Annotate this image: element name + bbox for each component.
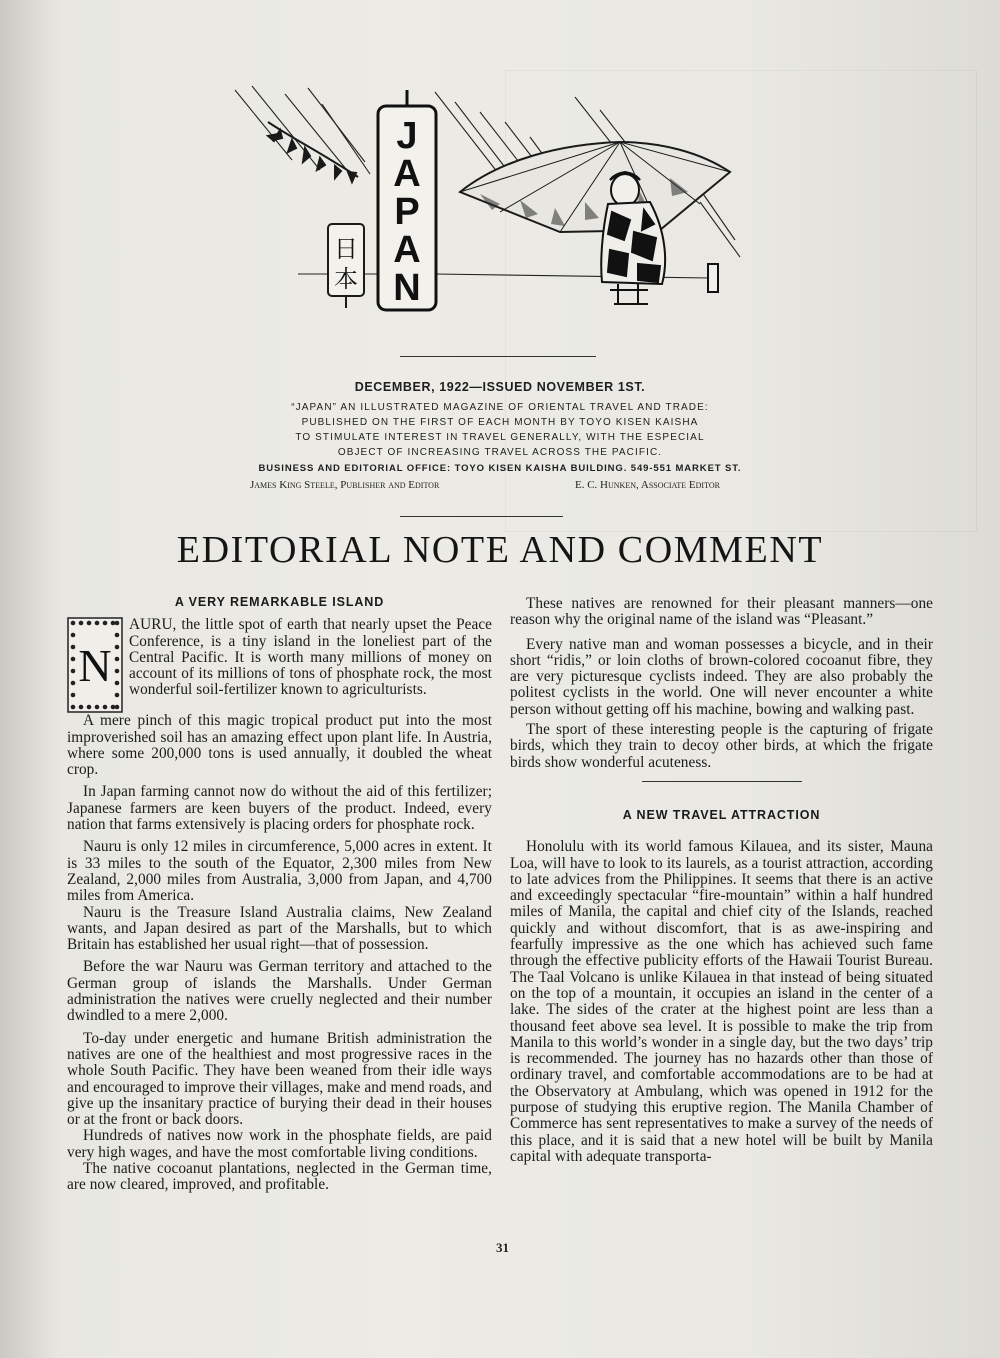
island-paragraph: Before the war Nauru was German territory and attached to the German group of islands the Marshalls. Under German administration the natives were cruelly neglected and their number dwindled to a mere 2,000. [67,958,492,1025]
small-post [708,264,718,292]
page-number: 31 [496,1240,509,1255]
island-paragraph: The native cocoanut plantations, neglected in the German time, are now cleared, improved, and profitable. [67,1160,492,1194]
section-divider [642,781,802,782]
island-paragraph: To-day under energetic and humane British administration the natives are one of the healthiest and most progressive races in the whole South Pacific. They have been weaned from their idle ways and encouraged to improve their villages, make and mend roads, and give up the insanitary practice of burying their dead in their houses or at the front or back doors. [67,1029,492,1129]
page-title: EDITORIAL NOTE AND COMMENT [176,529,824,571]
svg-text:A: A [393,153,421,195]
masthead-line-4: OBJECT OF INCREASING TRAVEL ACROSS THE PACIFIC. [337,447,663,458]
japan-sign-letters [393,115,420,309]
umbrella-icon [460,142,730,232]
natives-paragraph: These natives are renowned for their pleasant manners—one reason why the original name of the island was “Pleasant.” [510,595,933,629]
ornamental-drop-cap [67,617,123,713]
svg-text:N: N [393,267,421,309]
masthead-line-1: “JAPAN” AN ILLUSTRATED MAGAZINE OF ORIENTAL TRAVEL AND TRADE: [291,402,709,413]
island-paragraph: Nauru is only 12 miles in circumference, 5,000 acres in extent. It is 33 miles to the south of the Equator, 2,300 miles from New Zealand, 2,000 miles from Australia, 3,000 from Japan, and 4,700 miles from America. [67,838,492,905]
natives-paragraph: The sport of these interesting people is the capturing of frigate birds, which they train to decoy other birds, at which the frigate birds show wonderful acuteness. [510,721,933,771]
publisher-credit: James King Steele, Publisher and Editor [250,479,440,491]
natives-paragraph: Every native man and woman possesses a bicycle, and in their short “ridis,” or loin cloths of brown-colored cocoanut fibre, they are very picturesque cyclists indeed. They are also probably the politest cyclists in the world. One will never encounter a white person without getting off his machine, bowing and walking past. [510,635,933,718]
branch-icon [268,122,358,182]
travel-paragraph: Honolulu with its world famous Kilauea, and its sister, Mauna Loa, will have to look to its laurels, as a tourist attraction, according to late advices from the Philippines. It seems that there is an active and exceedingly spectacular “fire-mountain” within a half hundred miles of Manila, the capital and chief city of the Islands, reached quickly and without discomfort, that is as awe-inspiring and fearfully impressive as the one which has achieved such fame through the effective publicity efforts of the Hawaii Tourist Bureau. The Taal Volcano is unlike Kilauea in that instead of being situated on the top of a mountain, it occupies an island in the center of a lake. The sides of the crater at the highest point are less than a thousand feet above sea level. It is possible to make the trip from Manila to this world’s wonder in a single day, but the two days’ trip is recommended. The journey has no hazards other than those of ordinary travel, and comfortable accommodations are to be had at the Observatory at Ambulang, which was opened in 1912 for the purpose of studying this eruptive region. The Manila Chamber of Commerce has sent representatives to make a survey of the needs of this place, and it is said that a new hotel will be built by Manila capital with adequate transporta- [510,838,933,1165]
svg-text:P: P [394,191,420,233]
svg-text:A: A [393,229,421,271]
island-paragraph: In Japan farming cannot now do without the aid of this fertilizer; Japanese farmers are keen buyers of the product. Indeed, every nation that farms extensively is placing orders for phosphate rock. [67,783,492,834]
article-heading-island: A VERY REMARKABLE ISLAND [174,595,385,609]
left-column [67,594,492,1194]
island-paragraph: Nauru is the Treasure Island Australia claims, New Zealand wants, and Japan desired as part of the Marshalls, but to which Britain has established her usual right—that of possession. [67,903,492,954]
masthead-line-2: PUBLISHED ON THE FIRST OF EACH MONTH BY TOYO KISEN KAISHA [301,417,699,428]
svg-text:J: J [396,115,418,157]
nihon-char-1: 日 [334,235,358,263]
right-column [510,596,933,1165]
island-paragraph: Hundreds of natives now work in the phosphate fields, are paid very high wages, and have the most comfortable living conditions. [67,1127,492,1161]
issue-date-line: DECEMBER, 1922—ISSUED NOVEMBER 1ST. [354,380,646,394]
nihon-char-2: 本 [334,265,358,293]
masthead-line-3: TO STIMULATE INTEREST IN TRAVEL GENERALLY, WITH THE ESPECIAL [295,432,705,443]
article-heading-travel: A NEW TRAVEL ATTRACTION [622,807,821,822]
masthead-divider-bottom [400,516,563,517]
associate-editor-credit: E. C. Hunken, Associate Editor [575,479,720,491]
island-paragraph: A mere pinch of this magic tropical product put into the most improverished soil has an amazing effect upon plant life. In Austria, where some 200,000 tons is used annually, it doubled the wheat crop. [67,712,492,779]
office-address: BUSINESS AND EDITORIAL OFFICE: TOYO KISEN KAISHA BUILDING. 549-551 MARKET ST. [258,463,742,474]
island-paragraph-1: AURU, the little spot of earth that nearly upset the Peace Conference, is a tiny island in the loneliest part of the Central Pacific. It is worth many millions of money on account of its millions of tons of phosphate rock, the most wonderful soil-fertilizer known to agriculturists. [129,616,492,699]
japan-header-illustration [230,82,750,322]
masthead-divider-top [400,356,596,357]
drop-cap-letter: N [78,640,112,692]
